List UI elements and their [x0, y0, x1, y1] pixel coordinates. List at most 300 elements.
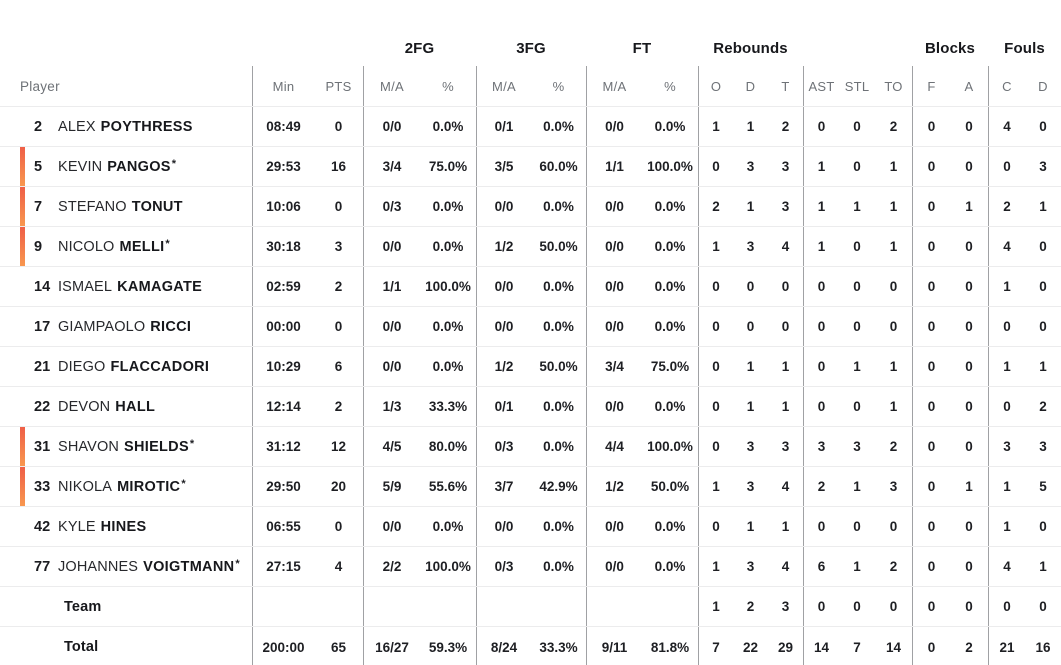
stat-row	[0, 267, 1061, 307]
column-header-to: TO	[884, 78, 903, 94]
blocks-against-cell: 0	[965, 359, 973, 374]
minutes-cell: 29:50	[252, 467, 314, 506]
fg2-ma-cell: 1/3	[363, 387, 420, 426]
player-first-name: KEVIN	[58, 158, 103, 175]
player-last-name: PANGOS	[107, 158, 171, 175]
turnovers-cell: 1	[889, 159, 898, 174]
blocks-for-cell: 0	[912, 467, 950, 506]
player-last-name: MELLI	[119, 238, 165, 255]
fg3-pct-cell: 0.0%	[543, 279, 574, 294]
fg2-ma-cell: 16/27	[363, 627, 420, 665]
blocks-for-cell: 0	[912, 347, 950, 386]
player-first-name: SHAVON	[58, 438, 120, 455]
minutes-cell: 00:00	[252, 307, 314, 346]
summary-row-total	[0, 627, 1061, 665]
reb-off-cell: 7	[698, 627, 733, 665]
reb-total-cell: 3	[781, 439, 790, 454]
blocks-for-cell: 0	[912, 627, 950, 665]
column-header-row	[0, 66, 1061, 107]
fouls-committed-cell: 0	[988, 587, 1025, 626]
reb-total-cell: 1	[781, 399, 790, 414]
fouls-committed-cell: 0	[988, 147, 1025, 186]
ft-pct-cell: 0.0%	[654, 559, 686, 574]
on-court-indicator	[20, 147, 25, 186]
jersey-number: 2	[34, 118, 43, 135]
jersey-number: 33	[34, 478, 51, 495]
player-name	[58, 239, 170, 255]
fg3-pct-cell: 50.0%	[539, 359, 578, 374]
table-body	[0, 107, 1061, 665]
assists-cell: 3	[803, 427, 839, 466]
row-label: Team	[64, 598, 102, 615]
ft-ma-cell: 0/0	[586, 387, 642, 426]
column-header-blk-f: F	[912, 66, 950, 106]
blocks-for-cell: 0	[912, 387, 950, 426]
player-last-name: SHIELDS	[124, 438, 189, 455]
points-cell: 0	[334, 319, 343, 334]
player-cell	[0, 627, 252, 665]
assists-cell: 0	[803, 587, 839, 626]
fg2-ma-cell: 4/5	[363, 427, 420, 466]
turnovers-cell: 2	[889, 439, 898, 454]
player-cell	[0, 347, 252, 386]
points-cell: 0	[334, 519, 343, 534]
player-name	[58, 559, 240, 575]
reb-off-cell: 1	[698, 587, 733, 626]
fg3-ma-cell: 3/5	[476, 147, 531, 186]
ft-pct-cell: 0.0%	[654, 279, 686, 294]
column-header-reb-d: D	[745, 78, 756, 94]
fouls-drawn-cell: 0	[1039, 519, 1047, 534]
jersey-number: 9	[34, 238, 43, 255]
fouls-drawn-cell: 1	[1039, 359, 1047, 374]
steals-cell: 0	[853, 599, 861, 614]
minutes-cell: 06:55	[252, 507, 314, 546]
starter-star: *	[181, 477, 186, 490]
reb-total-cell: 1	[781, 519, 790, 534]
fouls-committed-cell: 21	[988, 627, 1025, 665]
blocks-for-cell: 0	[912, 267, 950, 306]
fg2-ma-cell: 5/9	[363, 467, 420, 506]
stat-row	[0, 107, 1061, 147]
stat-row	[0, 187, 1061, 227]
reb-total-cell: 3	[781, 159, 790, 174]
reb-def-cell: 3	[746, 439, 755, 454]
assists-cell: 2	[803, 467, 839, 506]
player-first-name: NIKOLA	[58, 478, 113, 495]
assists-cell: 14	[803, 627, 839, 665]
steals-cell: 7	[853, 639, 861, 655]
fouls-drawn-cell: 1	[1039, 559, 1047, 574]
minutes-cell: 08:49	[252, 107, 314, 146]
column-header-3fg-pct: %	[552, 78, 565, 94]
column-header-reb-o: O	[698, 66, 733, 106]
player-name	[58, 519, 147, 535]
player-cell	[0, 467, 252, 506]
jersey-number: 31	[34, 438, 51, 455]
fouls-committed-cell: 1	[988, 467, 1025, 506]
reb-def-cell: 22	[742, 639, 759, 655]
blocks-for-cell: 0	[912, 587, 950, 626]
blocks-for-cell: 0	[912, 147, 950, 186]
reb-def-cell: 3	[746, 559, 755, 574]
starter-star: *	[235, 557, 240, 570]
ft-pct-cell: 0.0%	[654, 119, 686, 134]
assists-cell: 1	[803, 147, 839, 186]
steals-cell: 0	[853, 279, 861, 294]
points-cell: 0	[334, 119, 343, 134]
minutes-cell: 12:14	[252, 387, 314, 426]
blocks-against-cell: 0	[965, 119, 973, 134]
column-header-pts: PTS	[325, 78, 352, 94]
jersey-number: 21	[34, 358, 51, 375]
player-cell	[0, 427, 252, 466]
fg3-pct-cell: 50.0%	[539, 239, 578, 254]
fg3-ma-cell: 1/2	[476, 347, 531, 386]
reb-def-cell: 3	[746, 479, 755, 494]
fouls-drawn-cell: 2	[1039, 399, 1047, 414]
player-cell	[0, 187, 252, 226]
points-cell: 4	[334, 559, 343, 574]
ft-pct-cell: 75.0%	[650, 359, 690, 374]
ft-pct-cell: 0.0%	[654, 319, 686, 334]
steals-cell: 0	[853, 159, 861, 174]
steals-cell: 1	[853, 479, 861, 494]
blocks-for-cell: 0	[912, 227, 950, 266]
fg2-pct-cell: 100.0%	[425, 279, 471, 294]
group-header-blocks: Blocks	[924, 39, 976, 57]
fg3-pct-cell	[531, 587, 586, 626]
blocks-against-cell: 0	[965, 439, 973, 454]
fouls-drawn-cell: 0	[1039, 119, 1047, 134]
player-cell	[0, 547, 252, 586]
minutes-cell: 10:29	[252, 347, 314, 386]
stat-row	[0, 387, 1061, 427]
points-cell	[314, 587, 363, 626]
assists-cell: 0	[803, 267, 839, 306]
fouls-drawn-cell: 0	[1039, 319, 1047, 334]
fg3-pct-cell: 0.0%	[543, 399, 574, 414]
points-cell: 20	[330, 479, 347, 494]
blocks-for-cell: 0	[912, 507, 950, 546]
group-header-3fg: 3FG	[516, 39, 546, 57]
fouls-drawn-cell: 5	[1039, 479, 1047, 494]
turnovers-cell: 1	[889, 359, 898, 374]
ft-ma-cell: 3/4	[586, 347, 642, 386]
player-name	[58, 359, 210, 375]
player-first-name: DIEGO	[58, 358, 106, 375]
fouls-committed-cell: 4	[988, 107, 1025, 146]
summary-row-team	[0, 587, 1061, 627]
ft-ma-cell: 0/0	[586, 547, 642, 586]
reb-off-cell: 1	[698, 107, 733, 146]
fg2-ma-cell: 0/0	[363, 227, 420, 266]
reb-def-cell: 0	[746, 319, 755, 334]
starter-star: *	[171, 157, 177, 170]
reb-total-cell: 4	[781, 239, 790, 254]
reb-off-cell: 0	[698, 507, 733, 546]
fg2-pct-cell: 0.0%	[432, 519, 464, 534]
assists-cell: 6	[803, 547, 839, 586]
column-header-min: Min	[252, 66, 314, 106]
ft-ma-cell: 1/1	[586, 147, 642, 186]
player-last-name: HINES	[100, 518, 147, 535]
steals-cell: 1	[853, 559, 861, 574]
stat-row	[0, 547, 1061, 587]
blocks-against-cell: 1	[965, 479, 973, 494]
steals-cell: 0	[853, 119, 861, 134]
reb-def-cell: 1	[746, 119, 755, 134]
assists-cell: 0	[803, 347, 839, 386]
blocks-against-cell: 0	[965, 519, 973, 534]
player-first-name: ISMAEL	[58, 278, 113, 295]
ft-ma-cell: 1/2	[586, 467, 642, 506]
player-name	[58, 159, 176, 175]
column-header-stl: STL	[844, 78, 870, 94]
ft-ma-cell	[586, 587, 642, 626]
player-name	[58, 399, 156, 415]
jersey-number: 22	[34, 398, 51, 415]
column-header-player: Player	[20, 78, 60, 94]
ft-ma-cell: 0/0	[586, 187, 642, 226]
blocks-against-cell: 2	[965, 639, 973, 655]
stat-group-header-row	[0, 30, 1061, 66]
column-header-blk-a: A	[964, 78, 974, 94]
on-court-indicator	[20, 427, 25, 466]
stat-row	[0, 347, 1061, 387]
player-cell	[0, 107, 252, 146]
stat-row	[0, 227, 1061, 267]
fg3-ma-cell: 0/0	[476, 307, 531, 346]
fg2-pct-cell: 55.6%	[428, 479, 468, 494]
reb-def-cell: 3	[746, 239, 755, 254]
assists-cell: 0	[803, 387, 839, 426]
reb-total-cell: 4	[781, 559, 790, 574]
jersey-number: 5	[34, 158, 43, 175]
fouls-drawn-cell: 0	[1039, 599, 1047, 614]
minutes-cell: 30:18	[252, 227, 314, 266]
steals-cell: 1	[853, 199, 861, 214]
reb-def-cell: 1	[746, 519, 755, 534]
fg3-pct-cell: 0.0%	[543, 319, 574, 334]
reb-def-cell: 2	[746, 599, 755, 614]
reb-total-cell: 29	[777, 639, 794, 655]
fouls-drawn-cell: 3	[1039, 159, 1047, 174]
blocks-for-cell: 0	[912, 307, 950, 346]
fg2-pct-cell: 75.0%	[428, 159, 468, 174]
ft-pct-cell: 100.0%	[647, 439, 693, 454]
fg3-ma-cell: 0/3	[476, 547, 531, 586]
reb-def-cell: 3	[746, 159, 755, 174]
player-last-name: FLACCADORI	[110, 358, 210, 375]
player-cell	[0, 147, 252, 186]
reb-off-cell: 0	[698, 147, 733, 186]
fouls-drawn-cell: 16	[1035, 639, 1051, 655]
ft-pct-cell: 100.0%	[647, 159, 693, 174]
steals-cell: 1	[853, 359, 861, 374]
reb-total-cell: 0	[781, 319, 790, 334]
ft-ma-cell: 0/0	[586, 307, 642, 346]
player-name	[58, 479, 186, 495]
fg3-ma-cell	[476, 587, 531, 626]
reb-off-cell: 0	[698, 307, 733, 346]
on-court-indicator	[20, 227, 25, 266]
fg2-pct-cell: 0.0%	[432, 199, 464, 214]
minutes-cell: 31:12	[252, 427, 314, 466]
reb-total-cell: 4	[781, 479, 790, 494]
on-court-indicator	[20, 187, 25, 226]
fouls-committed-cell: 3	[988, 427, 1025, 466]
player-cell	[0, 507, 252, 546]
group-header-rebounds: Rebounds	[713, 39, 788, 57]
ft-pct-cell: 0.0%	[654, 399, 686, 414]
fg2-ma-cell: 3/4	[363, 147, 420, 186]
fouls-drawn-cell: 0	[1039, 239, 1047, 254]
player-cell	[0, 307, 252, 346]
ft-pct-cell: 0.0%	[654, 199, 686, 214]
fg3-ma-cell: 1/2	[476, 227, 531, 266]
turnovers-cell: 0	[889, 319, 898, 334]
minutes-cell: 27:15	[252, 547, 314, 586]
column-header-ast: AST	[803, 66, 839, 106]
column-header-foul-c: C	[988, 66, 1025, 106]
ft-pct-cell: 0.0%	[654, 239, 686, 254]
fg2-pct-cell: 100.0%	[425, 559, 471, 574]
jersey-number: 77	[34, 558, 51, 575]
starter-star: *	[165, 237, 170, 250]
fg3-ma-cell: 0/3	[476, 427, 531, 466]
stat-row	[0, 427, 1061, 467]
fg2-pct-cell: 0.0%	[432, 319, 464, 334]
reb-off-cell: 0	[698, 387, 733, 426]
ft-ma-cell: 0/0	[586, 267, 642, 306]
jersey-number: 14	[34, 278, 51, 295]
column-header-ft-pct: %	[664, 78, 676, 94]
fg2-pct-cell: 0.0%	[432, 119, 464, 134]
column-header-ft-ma: M/A	[586, 66, 642, 106]
fg3-ma-cell: 8/24	[476, 627, 531, 665]
turnovers-cell: 0	[889, 599, 898, 614]
player-last-name: POYTHRESS	[100, 118, 193, 135]
fouls-committed-cell: 4	[988, 227, 1025, 266]
fg3-ma-cell: 0/0	[476, 187, 531, 226]
reb-off-cell: 0	[698, 347, 733, 386]
points-cell: 6	[334, 359, 343, 374]
minutes-cell: 29:53	[252, 147, 314, 186]
fouls-drawn-cell: 1	[1039, 199, 1047, 214]
minutes-cell: 10:06	[252, 187, 314, 226]
player-last-name: KAMAGATE	[117, 278, 203, 295]
reb-def-cell: 1	[746, 359, 755, 374]
ft-pct-cell: 81.8%	[650, 639, 690, 655]
fg3-pct-cell: 0.0%	[543, 119, 574, 134]
player-name	[58, 119, 194, 135]
player-name	[58, 279, 203, 295]
blocks-against-cell: 0	[965, 399, 973, 414]
fg3-ma-cell: 0/0	[476, 267, 531, 306]
stat-row	[0, 507, 1061, 547]
blocks-against-cell: 0	[965, 279, 973, 294]
fouls-committed-cell: 1	[988, 347, 1025, 386]
blocks-for-cell: 0	[912, 187, 950, 226]
reb-off-cell: 0	[698, 267, 733, 306]
reb-off-cell: 2	[698, 187, 733, 226]
stat-row	[0, 467, 1061, 507]
reb-def-cell: 0	[746, 279, 755, 294]
reb-total-cell: 2	[781, 119, 790, 134]
fg2-pct-cell	[420, 587, 476, 626]
blocks-for-cell: 0	[912, 107, 950, 146]
reb-total-cell: 1	[781, 359, 790, 374]
row-label: Total	[64, 639, 99, 655]
turnovers-cell: 1	[889, 199, 898, 214]
fouls-committed-cell: 1	[988, 267, 1025, 306]
blocks-for-cell: 0	[912, 547, 950, 586]
fg2-ma-cell: 0/0	[363, 347, 420, 386]
ft-pct-cell: 50.0%	[650, 479, 690, 494]
fg3-ma-cell: 3/7	[476, 467, 531, 506]
fg2-ma-cell	[363, 587, 420, 626]
player-first-name: ALEX	[58, 118, 96, 135]
player-cell	[0, 387, 252, 426]
ft-ma-cell: 4/4	[586, 427, 642, 466]
group-header-2fg: 2FG	[404, 39, 435, 57]
jersey-number: 7	[34, 198, 43, 215]
fg3-pct-cell: 0.0%	[543, 519, 574, 534]
turnovers-cell: 1	[889, 399, 898, 414]
fg2-ma-cell: 0/3	[363, 187, 420, 226]
turnovers-cell: 14	[885, 639, 902, 655]
fg3-ma-cell: 0/0	[476, 507, 531, 546]
fg2-ma-cell: 0/0	[363, 507, 420, 546]
points-cell: 2	[334, 399, 343, 414]
player-name	[58, 439, 194, 455]
column-header-reb-t: T	[781, 78, 790, 94]
ft-pct-cell	[642, 587, 698, 626]
minutes-cell: 02:59	[252, 267, 314, 306]
reb-off-cell: 1	[698, 467, 733, 506]
blocks-against-cell: 0	[965, 559, 973, 574]
fg2-ma-cell: 2/2	[363, 547, 420, 586]
fg3-pct-cell: 0.0%	[543, 559, 574, 574]
player-last-name: HALL	[115, 398, 156, 415]
player-last-name: VOIGTMANN	[143, 558, 235, 575]
fg2-ma-cell: 1/1	[363, 267, 420, 306]
reb-def-cell: 1	[746, 399, 755, 414]
reb-off-cell: 1	[698, 227, 733, 266]
blocks-against-cell: 1	[965, 199, 973, 214]
player-cell	[0, 587, 252, 626]
turnovers-cell: 3	[889, 479, 898, 494]
reb-total-cell: 3	[781, 599, 790, 614]
reb-off-cell: 1	[698, 547, 733, 586]
steals-cell: 0	[853, 399, 861, 414]
fg2-pct-cell: 0.0%	[432, 239, 464, 254]
steals-cell: 0	[853, 319, 861, 334]
group-header-fouls: Fouls	[1004, 39, 1045, 57]
steals-cell: 3	[853, 439, 861, 454]
stat-row	[0, 147, 1061, 187]
blocks-against-cell: 0	[965, 159, 973, 174]
blocks-against-cell: 0	[965, 599, 973, 614]
player-first-name: GIAMPAOLO	[58, 318, 146, 335]
fouls-drawn-cell: 0	[1039, 279, 1047, 294]
fg2-ma-cell: 0/0	[363, 307, 420, 346]
fg3-pct-cell: 0.0%	[543, 199, 574, 214]
points-cell: 0	[334, 199, 343, 214]
turnovers-cell: 0	[889, 519, 898, 534]
steals-cell: 0	[853, 239, 861, 254]
